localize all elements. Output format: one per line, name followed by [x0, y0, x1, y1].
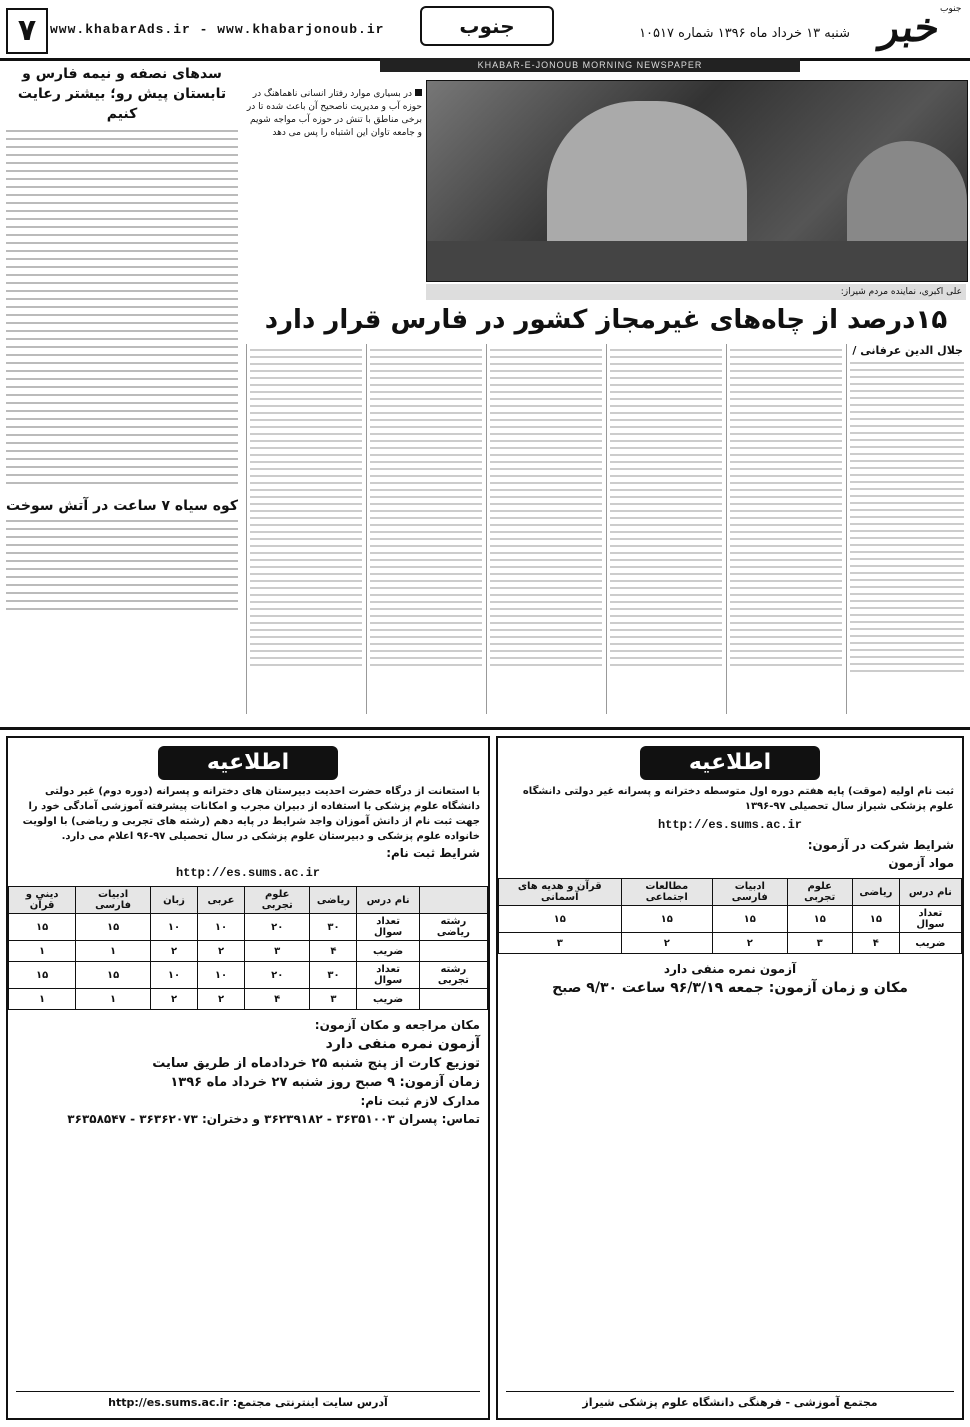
left-headline-2: کوه سیاه ۷ ساعت در آتش سوخت [6, 498, 238, 514]
ad-left [6, 736, 490, 1420]
masthead [0, 0, 970, 61]
main-headline: ۱۵درصد از چاه‌های غیرمجاز کشور در فارس قرار دارد [264, 305, 948, 335]
table-row: ضریب ۳ ۴ ۲ ۲ ۱ ۱ [9, 989, 488, 1010]
negative-score-note: آزمون نمره منفی دارد [663, 962, 797, 976]
registration-title: شرایط ثبت نام: [386, 846, 480, 860]
story-column [366, 344, 485, 714]
story-column [246, 344, 365, 714]
ad-url-link[interactable]: http://es.sums.ac.ir [175, 866, 321, 880]
left-column [6, 64, 238, 724]
ad-footer: مجتمع آموزشی - فرهنگی دانشگاه علوم پزشکی شیراز [506, 1391, 954, 1414]
story-column [606, 344, 725, 714]
photo-side-caption: در بسیاری موارد رفتار انسانی ناهماهنگ در حوزه آب و مدیریت ناصحیح آن باعث شده تا در برخی مناطق با تنش در حوزه آب مواجه شویم و جامعه تاوان این اشتباه را پس می دهد [246, 89, 422, 138]
byline: جلال الدین عرفانی / [852, 344, 963, 357]
table-row: ضریب ۴ ۳ ۲ ۲ ۳ [499, 933, 962, 954]
main-photo [426, 80, 968, 282]
exam-time: زمان آزمون: ۹ صبح روز شنبه ۲۷ خرداد ماه ۱۳۹۶ [170, 1075, 480, 1090]
table-row: تعداد سوال ۱۵ ۱۵ ۱۵ ۱۵ ۱۵ [499, 906, 962, 933]
site-urls[interactable]: www.khabarAds.ir - www.khabarjonoub.ir [50, 22, 385, 37]
ad-footer: آدرس سایت اینترنتی مجتمع: http://es.sums.ac.ir [16, 1391, 480, 1414]
story-column [726, 344, 845, 714]
left-body-text [6, 130, 238, 484]
contact-phones: تماس: پسران ۳۶۳۵۱۰۰۳ - ۳۶۲۳۹۱۸۲ و دختران: ۳۶۳۶۲۰۷۳ - ۳۶۳۵۸۵۴۷ [67, 1112, 480, 1126]
logo-sub: جنوب [940, 4, 962, 14]
ad-title: اطلاعیه [158, 746, 338, 780]
bullet-square-icon [415, 89, 422, 96]
subjects-title: مواد آزمون [888, 856, 954, 870]
exam-time-place: مکان و زمان آزمون: جمعه ۹۶/۳/۱۹ ساعت ۹/۳۰ صبح [552, 980, 908, 996]
photo-caption: علی اکبری، نماینده مردم شیراز: [426, 284, 966, 300]
negative-score-note: آزمون نمره منفی دارد [325, 1036, 480, 1052]
ad-body: ثبت نام اولیه (موقت) پایه هفتم دوره اول متوسطه دخترانه و پسرانه غیر دولتی دانشگاه علوم پزشکی شیراز سال تحصیلی ۹۷-۱۳۹۶ [522, 786, 954, 812]
english-title: KHABAR-E-JONOUB MORNING NEWSPAPER [380, 58, 800, 72]
left-headline: سدهای نصفه و نیمه فارس و تابستان پیش رو؛ بیشتر رعایت کنیم [17, 66, 227, 122]
left-body-text-2 [6, 520, 238, 610]
page-number: ۷ [6, 8, 48, 54]
main-story-body [246, 344, 966, 724]
ad-body: با استعانت از درگاه حضرت احدیت دبیرستان های دخترانه و پسرانه (دوره دوم) غیر دولتی دانشگاه علوم پزشکی با استفاده از دبیران مجرب و امکانات پیشرفته آموزشی آمادگی خود را جهت ثبت نام از دانش آموزان واجد شرایط در پایه دهم (رشته های تجربی و ریاضی) با اولویت خانواده علوم پزشکی و دبیرستان علوم پزشکی در سال تحصیلی ۹۷-۹۶ اعلام می دارد. [22, 786, 480, 842]
documents-title: مدارک لازم ثبت نام: [360, 1094, 480, 1108]
newspaper-logo: خبر [877, 4, 943, 51]
section-divider [0, 727, 970, 730]
table-row: رشته تجربی تعداد سوال ۳۰ ۲۰ ۱۰ ۱۰ ۱۵ ۱۵ [9, 962, 488, 989]
ad-url-link[interactable]: http://es.sums.ac.ir [657, 818, 803, 832]
story-column [486, 344, 605, 714]
table-row: ضریب ۴ ۳ ۲ ۲ ۱ ۱ [9, 941, 488, 962]
conditions-title: شرایط شرکت در آزمون: [807, 838, 954, 852]
section-label: جنوب [420, 6, 554, 46]
dateline: شنبه ۱۳ خرداد ماه ۱۳۹۶ شماره ۱۰۵۱۷ [639, 26, 850, 41]
ad-right [496, 736, 964, 1420]
place-title: مکان مراجعه و مکان آزمون: [314, 1018, 480, 1032]
table-row: رشته ریاضی تعداد سوال ۳۰ ۲۰ ۱۰ ۱۰ ۱۵ ۱۵ [9, 914, 488, 941]
story-column [846, 344, 967, 714]
subjects-table: نام درس ریاضی علوم تجربی ادبیات فارسی مطالعات اجتماعی قرآن و هدیه های آسمانی تعداد سوال ۱۵ ۱۵ ۱۵ ۱۵ ۱۵ ضریب ۴ ۳ ۲ ۲ ۳ [498, 878, 962, 954]
ad-title: اطلاعیه [640, 746, 820, 780]
card-distribution: توزیع کارت از پنج شنبه ۲۵ خردادماه از طریق سایت [152, 1056, 480, 1071]
subjects-table: نام درس ریاضی علوم تجربی عربی زبان ادبیات فارسی دینی و قرآن رشته ریاضی تعداد سوال ۳۰ ۲۰ ۱۰ ۱۰ ۱۵ ۱۵ ضریب ۴ ۳ ۲ ۲ ۱ ۱ رشته تجربی تعداد سوال ۳۰ ۲۰ ۱۰ ۱۰ ۱۵ ۱۵ ضریب ۳ ۴ ۲ ۲ ۱ ۱ [8, 886, 488, 1010]
